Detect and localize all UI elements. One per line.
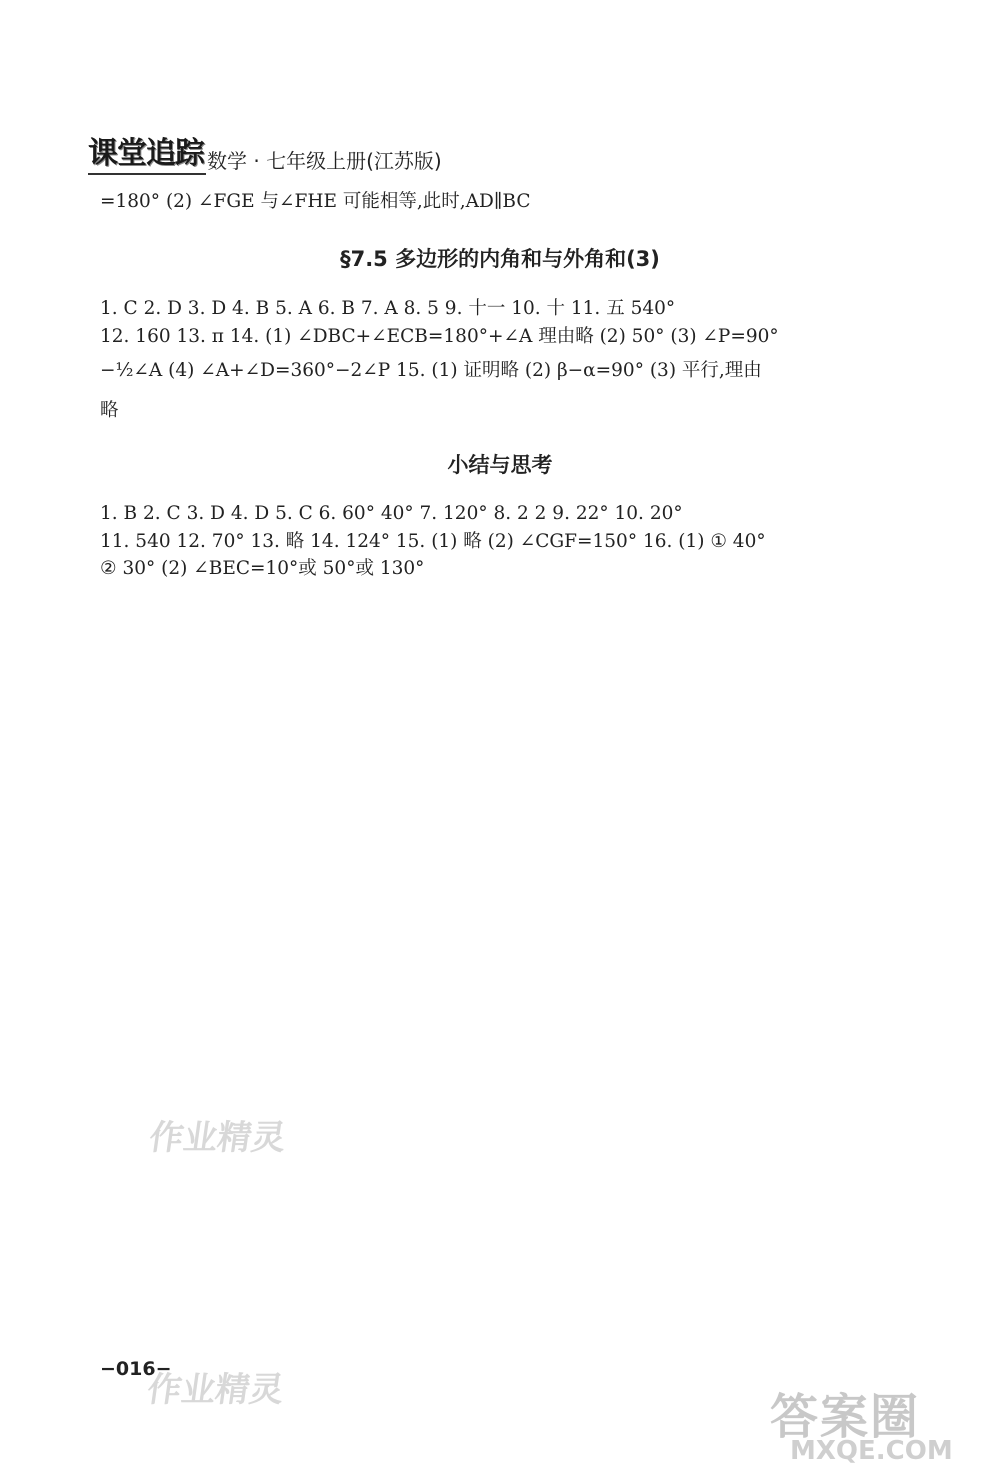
continuation-line: =180° (2) ∠FGE 与∠FHE 可能相等,此时,AD∥BC [100, 191, 531, 212]
book-subtitle: 数学 · 七年级上册(江苏版) [207, 149, 442, 173]
watermark: 作业精灵 [146, 1118, 289, 1158]
answer-line: 1. B 2. C 3. D 4. D 5. C 6. 60° 40° 7. 120° 8. 2 2 9. 22° 10. 20° [100, 503, 683, 524]
answer-line: 12. 160 13. π 14. (1) ∠DBC+∠ECB=180°+∠A 理由略 (2) 50° (3) ∠P=90° [100, 326, 779, 347]
answer-line: 11. 540 12. 70° 13. 略 14. 124° 15. (1) 略 (2) ∠CGF=150° 16. (1) ① 40° [100, 531, 766, 552]
answer-line: 1. C 2. D 3. D 4. B 5. A 6. B 7. A 8. 5 9. 十一 10. 十 11. 五 540° [100, 298, 676, 319]
watermark: 作业精灵 [144, 1370, 287, 1410]
section-title: §7.5 多边形的内角和与外角和(3) [340, 247, 660, 271]
answer-line: −½∠A (4) ∠A+∠D=360°−2∠P 15. (1) 证明略 (2) β−α=90° (3) 平行,理由 [100, 360, 762, 381]
answer-line: ② 30° (2) ∠BEC=10°或 50°或 130° [100, 558, 425, 579]
corner-logo-cn: 答案圈 [770, 1389, 921, 1445]
answer-line: 略 [100, 400, 119, 421]
header-rule [88, 173, 206, 175]
section-title: 小结与思考 [447, 453, 553, 477]
brand-logo: 课堂追踪 [88, 136, 204, 171]
corner-logo-en: MXQE.COM [790, 1436, 953, 1466]
page-number: −016− [100, 1358, 172, 1380]
corner-logo [760, 1378, 1000, 1471]
